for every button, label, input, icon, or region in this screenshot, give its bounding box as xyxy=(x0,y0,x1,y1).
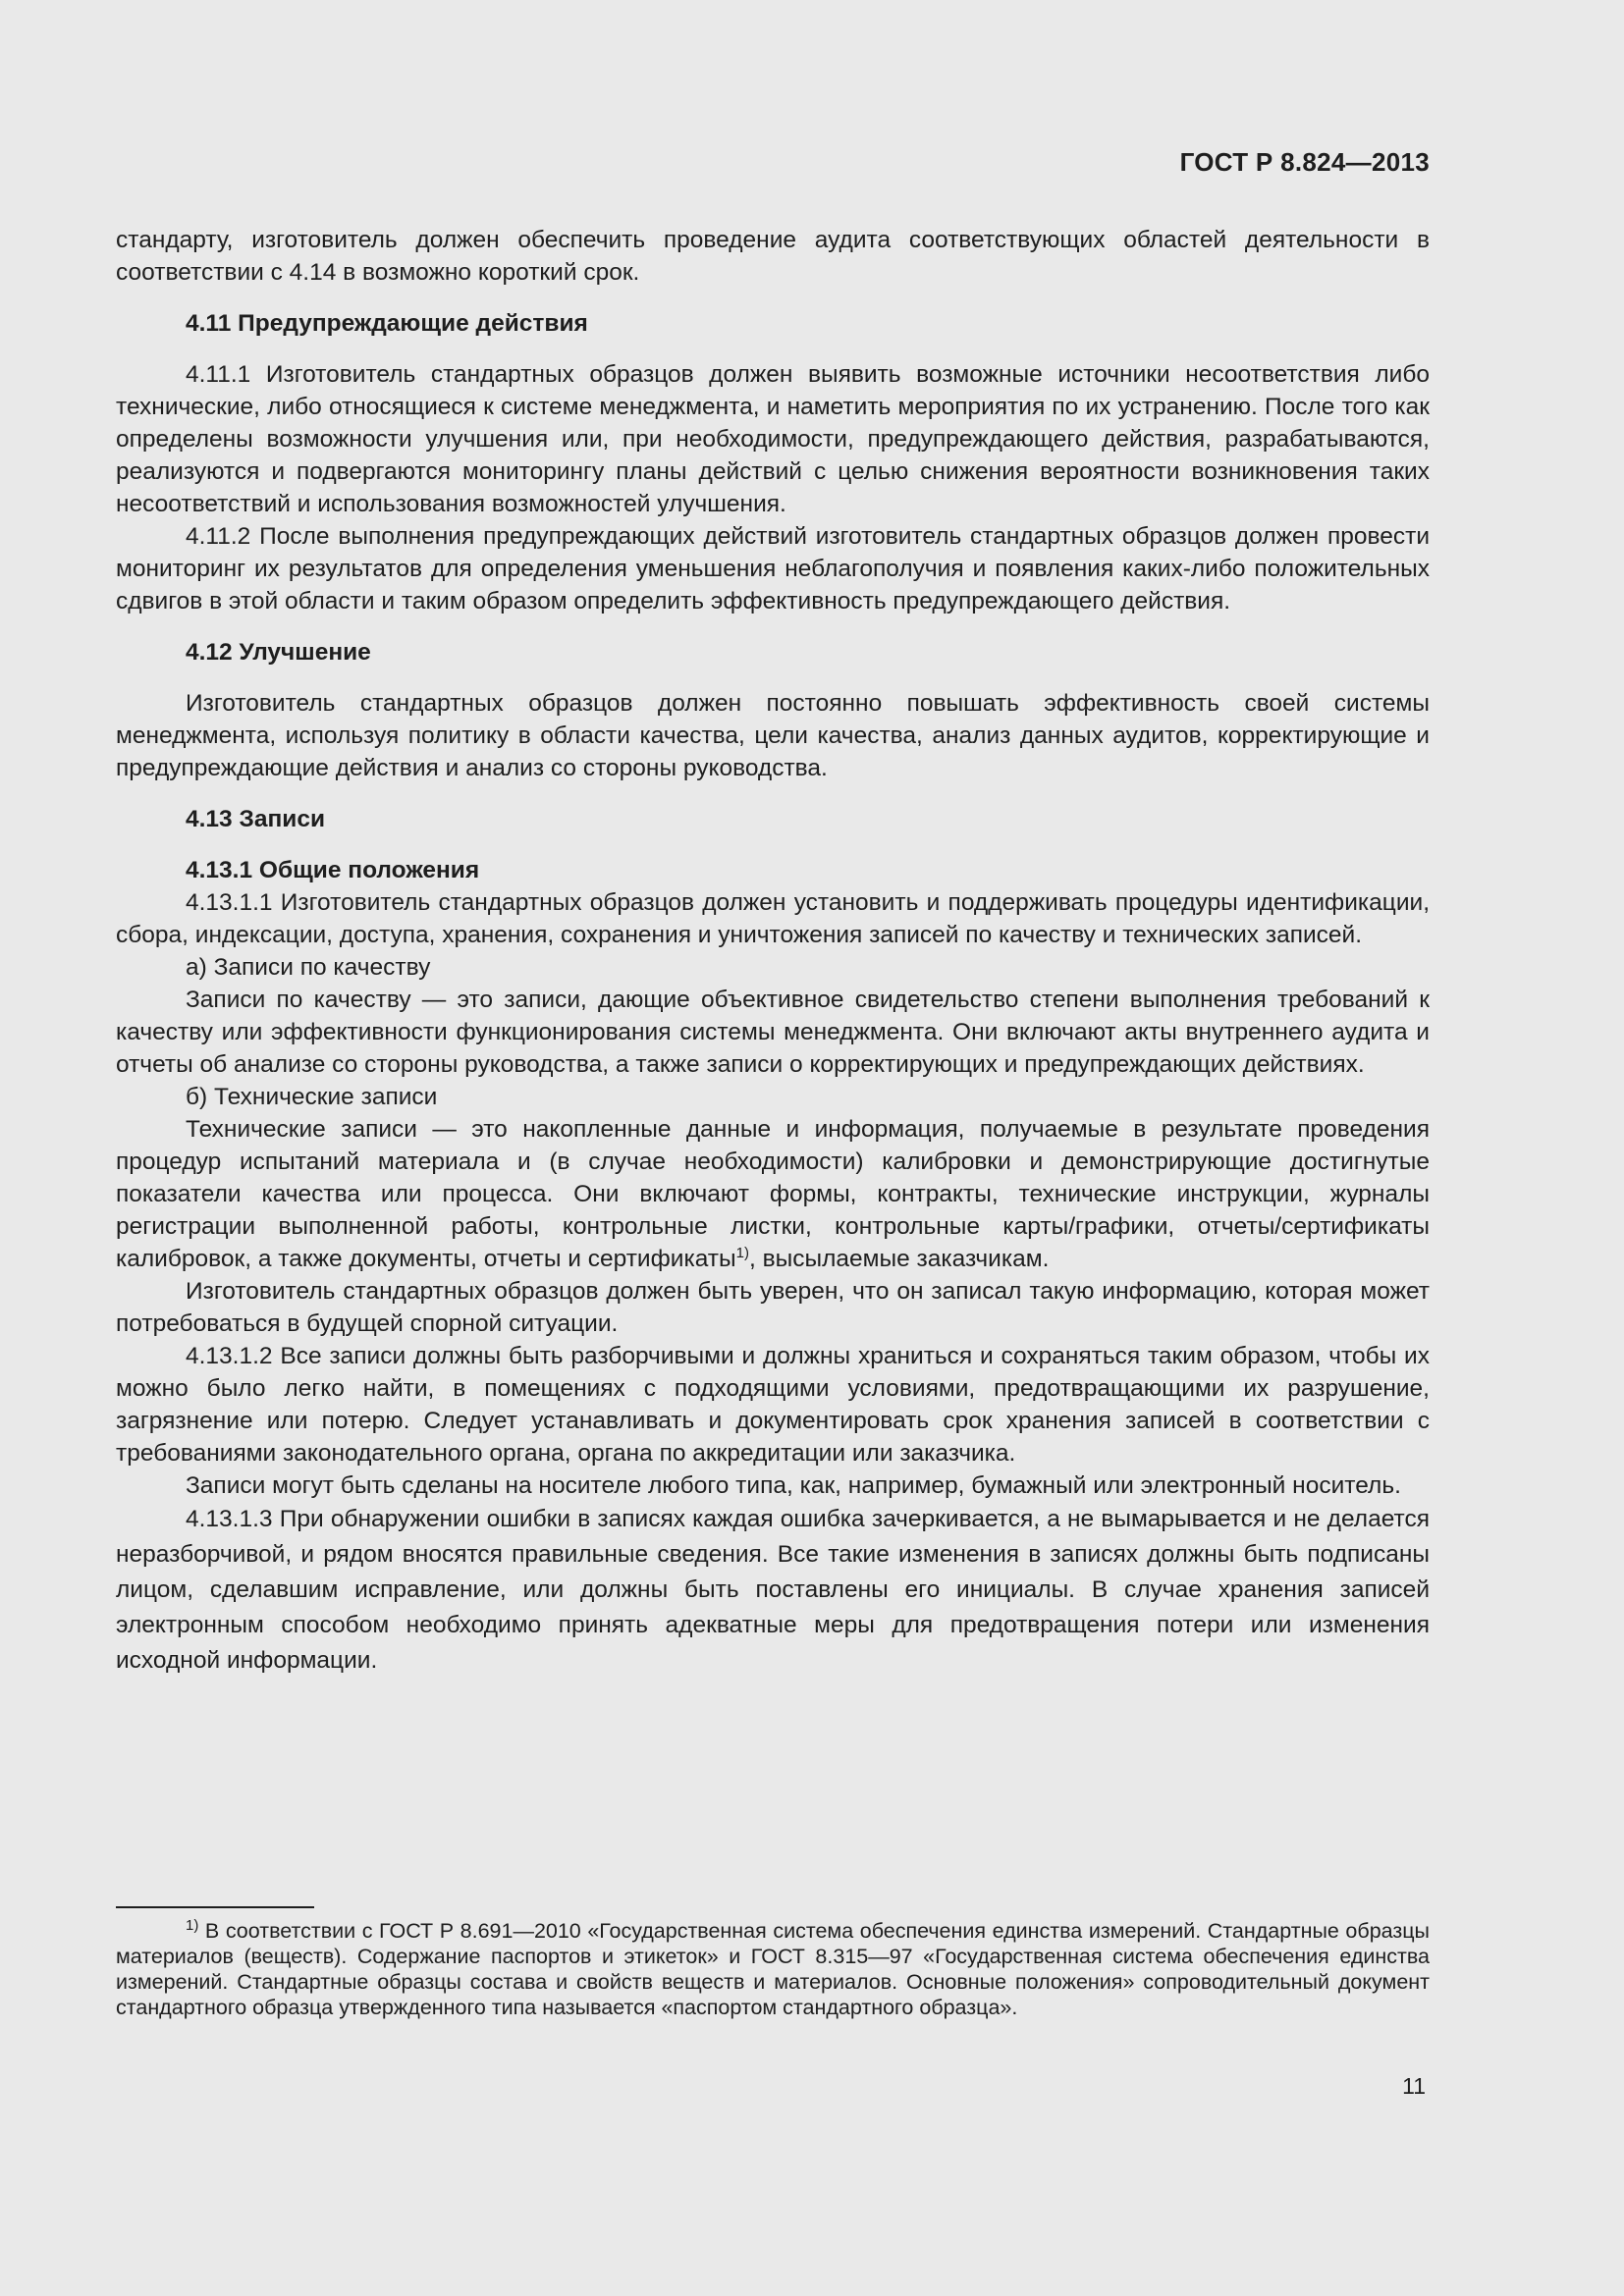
footnote xyxy=(116,1918,1430,2020)
paragraph-continuation: стандарту, изготовитель должен обеспечить проведение аудита соответствующих областей деятельности в соответствии с 4.14 в возможно короткий срок. xyxy=(116,227,1430,286)
technical-records-tail: , высылаемые заказчикам. xyxy=(748,1246,1050,1272)
footnote-reference[interactable]: 1) xyxy=(735,1244,749,1261)
paragraph-4-13-1-2: 4.13.1.2 Все записи должны быть разборчивыми и должны храниться и сохраняться таким образом, чтобы их можно было легко найти, в помещениях с подходящими условиями, предотвращающими их разрушение, загрязнение или потерю. Следует устанавливать и документировать срок хранения записей в соответствии с требованиями законодательного органа, органа по аккредитации или заказчика. xyxy=(116,1343,1430,1467)
paragraph-4-12: Изготовитель стандартных образцов должен постоянно повышать эффективность своей системы менеджмента, используя политику в области качества, цели качества, анализ данных аудитов, корректирующие и предупреждающие действия и анализ со стороны руководства. xyxy=(116,690,1430,781)
footnote-divider xyxy=(116,1906,314,1908)
footnote-marker: 1) xyxy=(186,1916,199,1934)
section-heading-4-11: 4.11 Предупреждающие действия xyxy=(186,310,588,337)
paragraph-4-11-1: 4.11.1 Изготовитель стандартных образцов должен выявить возможные источники несоответствия либо технические, либо относящиеся к системе менеджмента, и наметить мероприятия по их устранению. После того как определены возможности улучшения или, при необходимости, предупреждающего действия, разрабатываются, реализуются и подвергаются мониторингу планы действий с целью снижения вероятности возникновения таких несоответствий и использования возможностей улучшения. xyxy=(116,361,1430,517)
paragraph-technical-records xyxy=(116,1113,1430,1275)
paragraph-4-13-1-1: 4.13.1.1 Изготовитель стандартных образцов должен установить и поддерживать процедуры идентификации, сбора, индексации, доступа, хранения, сохранения и уничтожения записей по качеству и технических записей. xyxy=(116,889,1430,948)
list-item-a: а) Записи по качеству xyxy=(186,954,431,981)
subsection-heading-4-13-1: 4.13.1 Общие положения xyxy=(186,857,480,883)
document-header: ГОСТ Р 8.824—2013 xyxy=(1179,147,1430,177)
section-heading-4-13: 4.13 Записи xyxy=(186,806,326,832)
list-item-b: б) Технические записи xyxy=(186,1084,438,1110)
paragraph-media: Записи могут быть сделаны на носителе любого типа, как, например, бумажный или электронный носитель. xyxy=(186,1472,1401,1499)
technical-records-text: Технические записи — это накопленные данные и информация, получаемые в результате проведения процедур испытаний материала и (в случае необходимости) калибровки и демонстрирующие достигнутые показатели качества или процесса. Они включают формы, контракты, технические инструкции, журналы регистрации выполненной работы, контрольные листки, контрольные карты/графики, отчеты/сертификаты калибровок, а также документы, отчеты и сертификаты xyxy=(116,1116,1430,1272)
footnote-text: В соответствии с ГОСТ Р 8.691—2010 «Государственная система обеспечения единства измерений. Стандартные образцы материалов (веществ). Содержание паспортов и этикеток» и ГОСТ 8.315—97 «Государственная система обеспечения единства измерений. Стандартные образцы состава и свойств веществ и материалов. Основные положения» сопроводительный документ стандартного образца утвержденного типа называется «паспортом стандартного образца». xyxy=(116,1919,1430,2019)
page-number: 11 xyxy=(1402,2073,1426,2099)
paragraph-4-11-2: 4.11.2 После выполнения предупреждающих действий изготовитель стандартных образцов должен провести мониторинг их результатов для определения уменьшения неблагополучия и появления каких-либо положительных сдвигов в этой области и таким образом определить эффективность предупреждающего действия. xyxy=(116,523,1430,614)
document-body xyxy=(116,224,1430,1679)
paragraph-4-13-1-3: 4.13.1.3 При обнаружении ошибки в записях каждая ошибка зачеркивается, а не вымарывается и не делается неразборчивой, и рядом вносятся правильные сведения. Все такие изменения в записях должны быть подписаны лицом, сделавшим исправление, или должны быть поставлены его инициалы. В случае хранения записей электронным способом необходимо принять адекватные меры для предотвращения потери или изменения исходной информации. xyxy=(116,1506,1430,1674)
paragraph-quality-records: Записи по качеству — это записи, дающие объективное свидетельство степени выполнения требований к качеству или эффективности функционирования системы менеджмента. Они включают акты внутреннего аудита и отчеты об анализе со стороны руководства, а также записи о корректирующих и предупреждающих действиях. xyxy=(116,987,1430,1078)
section-heading-4-12: 4.12 Улучшение xyxy=(186,639,371,666)
paragraph-information: Изготовитель стандартных образцов должен быть уверен, что он записал такую информацию, которая может потребоваться в будущей спорной ситуации. xyxy=(116,1278,1430,1337)
